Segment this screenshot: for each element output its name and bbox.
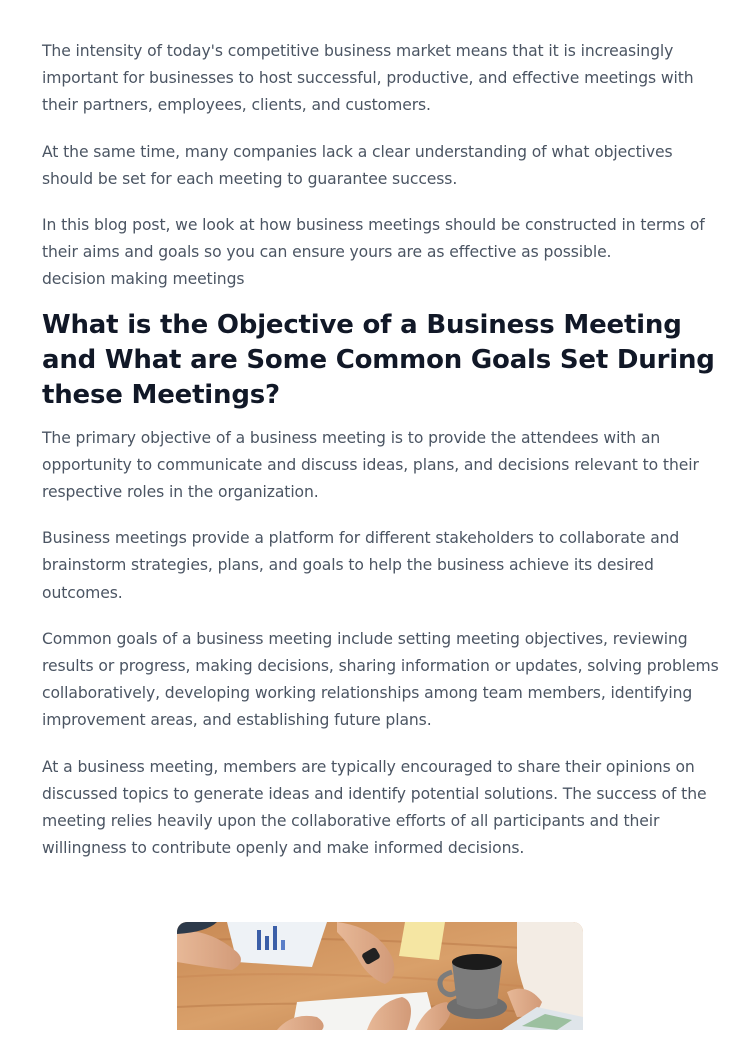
body-paragraph-4: At a business meeting, members are typically encouraged to share their opinions on discussed topics to generate ideas and identify potential solutions. The success of the meeting relies heavily upon the collaborative efforts of all participants and their willingness to contribute openly and make informed decisions. [42, 757, 707, 858]
section-heading: What is the Objective of a Business Meeting and What are Some Common Goals Set During these Meetings? [42, 309, 715, 410]
body-paragraph-3: Common goals of a business meeting include setting meeting objectives, reviewing results or progress, making decisions, sharing information or updates, solving problems collaboratively, developing working relationships among team members, identifying improvement areas, and establishing future plans. [42, 629, 719, 730]
intro-paragraph-3 [42, 212, 722, 294]
intro-paragraph-3-text: In this blog post, we look at how business meetings should be constructed in terms of their aims and goals so you can ensure yours are as effective as possible. [42, 216, 705, 262]
body-paragraph-2: Business meetings provide a platform for different stakeholders to collaborate and brainstorm strategies, plans, and goals to help the business achieve its desired outcomes. [42, 529, 680, 602]
body-paragraph-1: The primary objective of a business meeting is to provide the attendees with an opportunity to communicate and discuss ideas, plans, and decisions relevant to their respective roles in the organization. [42, 428, 699, 502]
image-alt-text: decision making meetings [42, 270, 245, 289]
article-content [42, 38, 722, 881]
intro-paragraph-1: The intensity of today's competitive business market means that it is increasingly important for businesses to host successful, productive, and effective meetings with their partners, employees, clients, and customers. [42, 42, 694, 115]
meeting-photo [177, 922, 583, 1030]
intro-paragraph-2: At the same time, many companies lack a clear understanding of what objectives should be set for each meeting to guarantee success. [42, 142, 673, 188]
